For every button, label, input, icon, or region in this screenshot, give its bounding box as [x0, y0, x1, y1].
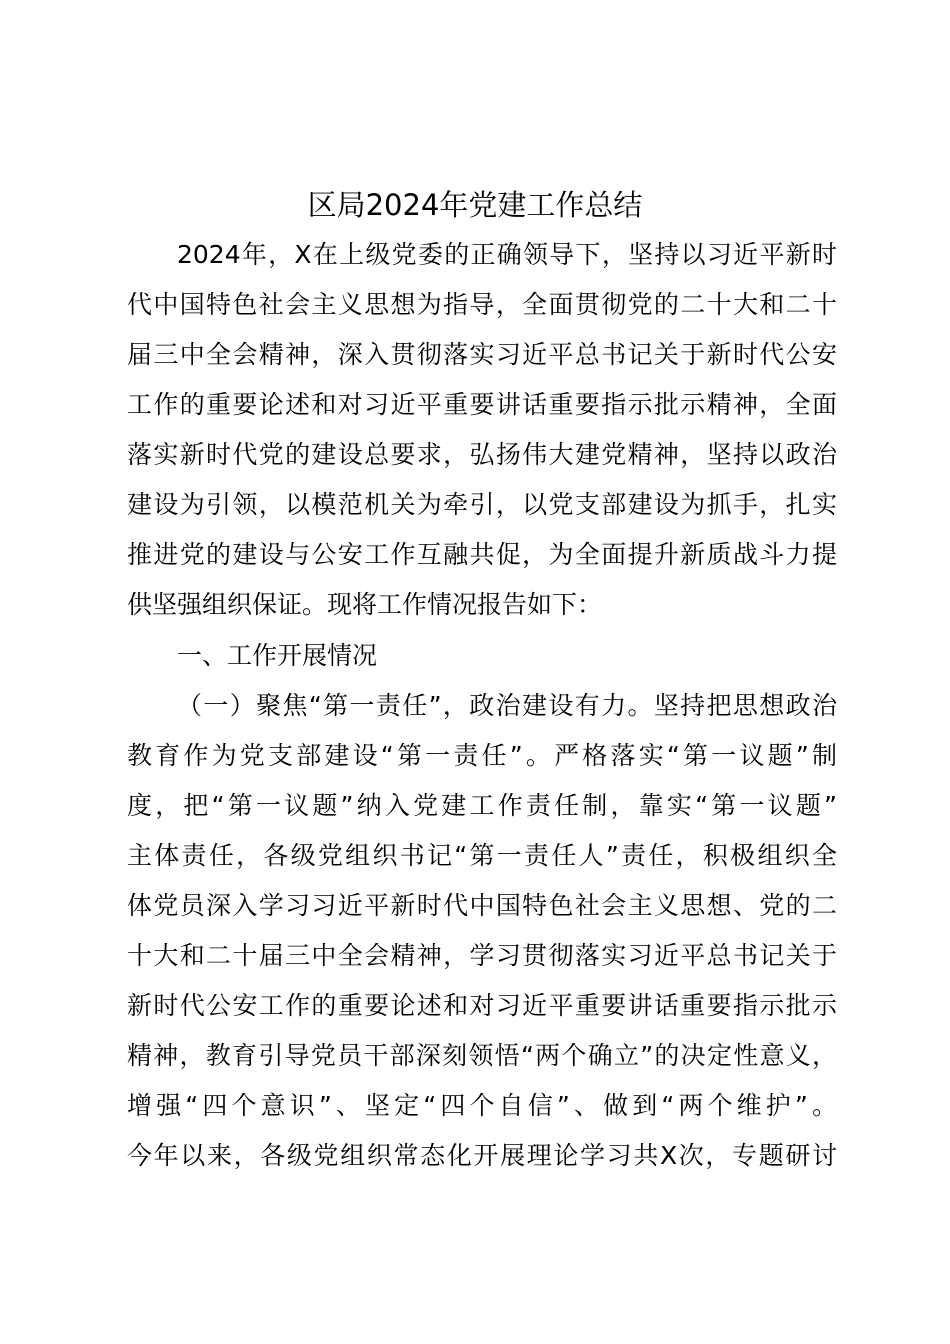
paragraph-line: 代中国特色社会主义思想为指导，全面贯彻党的二十大和二十 — [127, 290, 837, 319]
paragraph-line: 今年以来，各级党组织常态化开展理论学习共X次，专题研讨 — [127, 1141, 837, 1170]
paragraph-line: 度，把“第一议题”纳入党建工作责任制，靠实“第一议题” — [127, 791, 837, 820]
paragraph-line: 增强“四个意识”、坚定“四个自信”、做到“两个维护”。 — [127, 1091, 837, 1120]
paragraph-line: 届三中全会精神，深入贯彻落实习近平总书记关于新时代公安 — [127, 340, 837, 369]
paragraph-line: 教育作为党支部建设“第一责任”。严格落实“第一议题”制 — [127, 741, 837, 770]
paragraph-line: （一）聚焦“第一责任”，政治建设有力。坚持把思想政治 — [177, 691, 837, 720]
paragraph-line: 工作的重要论述和对习近平重要讲话重要指示批示精神，全面 — [127, 390, 837, 419]
paragraph-line: 主体责任，各级党组织书记“第一责任人”责任，积极组织全 — [127, 841, 837, 870]
paragraph-line: 体党员深入学习习近平新时代中国特色社会主义思想、党的二 — [127, 891, 837, 920]
paragraph-line: 供坚强组织保证。现将工作情况报告如下： — [127, 590, 603, 619]
paragraph-line: 落实新时代党的建设总要求，弘扬伟大建党精神，坚持以政治 — [127, 440, 837, 469]
document-title: 区局2024年党建工作总结 — [307, 188, 643, 222]
paragraph-line: 推进党的建设与公安工作互融共促，为全面提升新质战斗力提 — [127, 540, 837, 569]
section-heading: 一、工作开展情况 — [177, 641, 378, 670]
paragraph-line: 精神，教育引导党员干部深刻领悟“两个确立”的决定性意义， — [127, 1041, 837, 1070]
paragraph-line: 十大和二十届三中全会精神，学习贯彻落实习近平总书记关于 — [127, 941, 837, 970]
paragraph-line: 2024年，X在上级党委的正确领导下，坚持以习近平新时 — [177, 240, 837, 269]
paragraph-line: 建设为引领，以模范机关为牵引，以党支部建设为抓手，扎实 — [127, 490, 837, 519]
paragraph-line: 新时代公安工作的重要论述和对习近平重要讲话重要指示批示 — [127, 991, 837, 1020]
